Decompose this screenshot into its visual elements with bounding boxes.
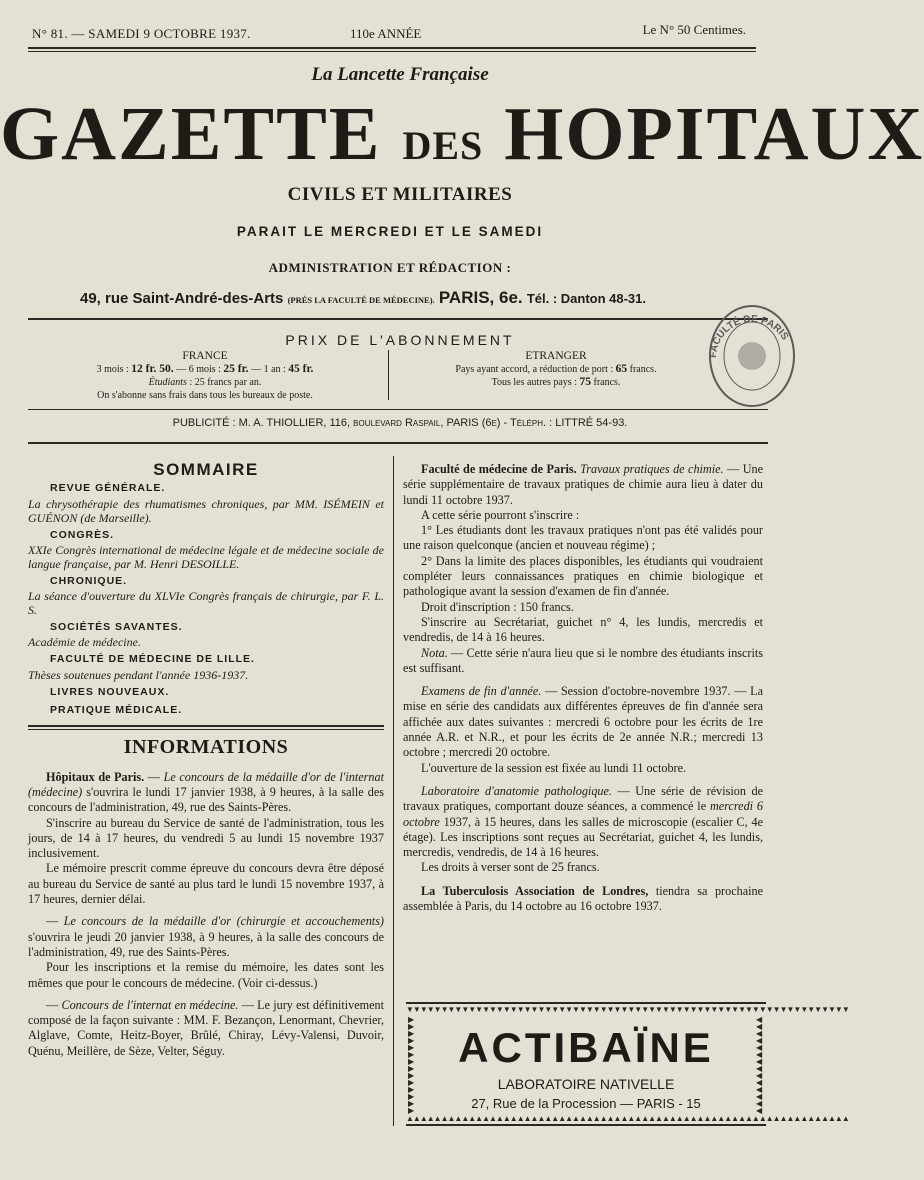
info-text: 1937, à 15 heures, dans les salles de microscopie (escalier C, 4e étage). Les inscriptions sont reçues au Secrétariat, guichet 4, les lundis, mercredis, vendredis, de 14 à 16 heures. (403, 814, 763, 860)
administration-heading: ADMINISTRATION ET RÉDACTION : (268, 260, 512, 275)
ad-border-ornament-left: ▶ ▶ ▶ ▶ ▶ ▶ ▶ ▶ ▶ ▶ ▶ ▶ ▶ ▶ (408, 1015, 414, 1115)
address-street: 49, rue Saint-André-des-Arts (80, 290, 284, 307)
top-rule-thin (28, 51, 756, 52)
france-rates (40, 363, 370, 376)
rate-6-mois: 25 fr. (223, 363, 249, 375)
info-paragraph: Pour les inscriptions et la remise du mémoire, les dates sont les mêmes que pour le concours de médecine. (Voir ci-dessus.) (28, 960, 384, 990)
advertisement-actibaine (406, 1002, 849, 1126)
volume-year: 110e ANNÉE (350, 26, 422, 41)
sommaire-lille-heading: FACULTÉ DE MÉDECINE DE LILLE. (50, 653, 255, 666)
info-lead: La Tuberculosis Association de Londres, (421, 883, 649, 898)
informations-title: INFORMATIONS (123, 736, 289, 759)
title-des: DES (402, 123, 484, 168)
issue-price: Le N° 50 Centimes. (642, 22, 746, 37)
rate-1-an: 45 fr. (288, 363, 314, 375)
info-text: s'ouvrira le jeudi 20 janvier 1938, à 9 heures, à la salle des concours de l'administration, 49, rue des Saints-Pères. (28, 929, 384, 959)
ad-laboratory: LABORATOIRE NATIVELLE (497, 1076, 675, 1092)
library-stamp (704, 298, 798, 418)
info-paragraph: Faculté de médecine de Paris. Travaux pratiques de chimie. — Une série supplémentaire de travaux pratiques de chimie aura lieu à dater du lundi 11 octobre 1937. (403, 462, 764, 507)
abonnement-france (40, 350, 370, 402)
info-italic: Travaux pratiques de chimie. (580, 462, 724, 476)
title-hopitaux: HOPITAUX (504, 92, 924, 176)
info-paragraph: Laboratoire d'anatomie pathologique. — Une série de révision de travaux pratiques, comportant douze séances, a commencé le mercredi 6 octobre 1937, à 15 heures, dans les salles de microscopie (escalier C, 4e étage). Les inscriptions sont reçues au Secrétariat, guichet 4, les lundis, mercredis, vendredis, de 14 à 16 heures. (403, 783, 764, 860)
info-text: Session d'octobre-novembre 1937. — La mise en série des candidats aux différentes épreuves de fin d'année sera affichée aux dates suivantes : mercredi 6 octobre pour les écrits de 1re année A.R. et N.R., et pour les écrits de 2e année N.R.; mercredi 13 octobre ; mercredi 20 octobre. (403, 684, 763, 760)
sommaire-chronique-item: La séance d'ouverture du XLVIe Congrès français de chirurgie, par F. L. S. (28, 589, 384, 618)
sommaire-revue-item: La chrysothérapie des rhumatismes chroniques, par MM. ISÉMEIN et GUÉNON (de Marseille). (28, 496, 384, 525)
masthead-top-line (32, 22, 752, 42)
sommaire-lille-item: Thèses soutenues pendant l'année 1936-1937. (28, 667, 249, 682)
abonnement-etranger (406, 350, 706, 389)
students-rate: : 25 francs par an. (189, 377, 262, 388)
info-paragraph: Nota. — Cette série n'aura lieu que si le nombre des étudiants inscrits est suffisant. (403, 645, 764, 675)
etranger-accord-label: Pays ayant accord, a réduction de port : (455, 364, 614, 375)
etranger-accord-unit: francs. (629, 364, 657, 375)
editorial-address (80, 288, 720, 308)
abonnement-bottom-rule (28, 409, 768, 410)
info-paragraph: Le mémoire prescrit comme épreuve du concours devra être déposé au bureau du Service de santé au plus tard le lundi 15 novembre 1937, à 17 heures, dernier délai. (28, 861, 384, 907)
ad-border-ornament-bottom: ▲▲▲▲▲▲▲▲▲▲▲▲▲▲▲▲▲▲▲▲▲▲▲▲▲▲▲▲▲▲▲▲▲▲▲▲▲▲▲▲▲▲▲▲▲▲▲▲▲▲▲▲▲▲▲▲▲▲▲▲▲▲▲▲ (406, 1114, 849, 1123)
issue-number-date: N° 81. — SAMEDI 9 OCTOBRE 1937. (32, 26, 251, 41)
info-paragraph: 2° Dans la limite des places disponibles, les étudiants qui voudraient compléter leurs connaissances pratiques en chimie biologique et pathologique avant la session d'examen de fin d'année. (403, 553, 763, 599)
ad-border-ornament-top: ▼▼▼▼▼▼▼▼▼▼▼▼▼▼▼▼▼▼▼▼▼▼▼▼▼▼▼▼▼▼▼▼▼▼▼▼▼▼▼▼▼▼▼▼▼▼▼▼▼▼▼▼▼▼▼▼▼▼▼▼▼▼▼▼ (406, 1005, 849, 1014)
sommaire-chronique-heading: CHRONIQUE. (50, 574, 128, 587)
info-paragraph (403, 884, 763, 915)
info-paragraph: 1° Les étudiants dont les travaux pratiques n'ont pas été validés pour une raison quelconque (ancien et nouveau régime) ; (403, 523, 763, 553)
sommaire-livres-heading: LIVRES NOUVEAUX. (50, 685, 170, 698)
sommaire-rule-thin (28, 729, 384, 730)
info-text: tiendra sa prochaine assemblée à Paris, du 14 octobre au 16 octobre 1937. (403, 883, 763, 914)
column-divider (393, 456, 394, 1126)
info-paragraph: A cette série pourront s'inscrire : (421, 507, 580, 522)
publication-schedule: PARAIT LE MERCREDI ET LE SAMEDI (236, 224, 544, 239)
title-gazette: GAZETTE (0, 92, 382, 176)
etranger-accord-price: 65 (615, 363, 628, 375)
sommaire-societes-heading: SOCIÉTÉS SAVANTES. (50, 621, 183, 634)
info-paragraph: S'inscrire au Secrétariat, guichet n° 4, les lundis, mercredis et vendredis, de 14 à 16 heures. (403, 614, 763, 645)
info-paragraph: L'ouverture de la session est fixée au lundi 11 octobre. (421, 760, 687, 775)
address-note: (PRÈS LA FACULTÉ DE MÉDECINE). (287, 295, 435, 305)
france-post-note: On s'abonne sans frais dans tous les bureaux de poste. (97, 390, 313, 401)
right-column (403, 462, 763, 914)
abonnement-divider (388, 350, 389, 400)
info-italic: Laboratoire d'anatomie pathologique. (421, 783, 612, 798)
info-paragraph: S'inscrire au bureau du Service de santé de l'administration, tous les jours, de 14 à 17 heures, du vendredi 5 au lundi 15 novembre 1937 inclusivement. (28, 815, 384, 861)
stamp-text: FACULTÉ DE PARIS (707, 313, 791, 359)
info-paragraph: Examens de fin d'année. — Session d'octobre-novembre 1937. — La mise en série des candidats aux différentes épreuves de fin d'année sera affichée aux dates suivantes : mercredi 6 octobre pour les écrits de 1re année A.R. et N.R., et pour les écrits de 2e année N.R.; mercredi 13 octobre ; mercredi 20 octobre. (403, 684, 763, 760)
students-label: Étudiants (148, 377, 187, 388)
info-italic: Concours de l'internat en médecine. (61, 997, 239, 1012)
rate-1-an-label: — 1 an : (251, 364, 286, 375)
info-lead: Faculté de médecine de Paris. (421, 462, 577, 476)
info-lead: Hôpitaux de Paris. (46, 769, 145, 784)
masthead-subtitle: La Lancette Française (311, 64, 489, 85)
ad-address: 27, Rue de la Procession — PARIS - 15 (471, 1096, 701, 1111)
info-italic: Le concours de la médaille d'or de l'internat (médecine) (28, 769, 385, 799)
info-paragraph: — Concours de l'internat en médecine. — Le jury est définitivement composé de la façon suivante : MM. F. Bezançon, Lenormant, Chevrier, Alglave, Comte, Heitz-Boyer, Brûlé, Chiray, Lévy-Valensi, Duvoir, Quénu, Meillère, de Sèze, Velter, Séguy. (28, 997, 384, 1058)
info-text: Le jury est définitivement composé de la façon suivante : MM. F. Bezançon, Lenormant, Chevrier, Alglave, Comte, Heitz-Boyer, Brûlé, Chiray, Lévy-Valensi, Duvoir, Quénu, Meillère, de Sèze, Velter, Séguy. (28, 997, 384, 1058)
info-italic: Examens de fin d'année. (421, 684, 542, 699)
info-text: Une série de révision de travaux pratiques, comportant douze séances, a commencé le (403, 783, 763, 814)
etranger-other-label: Tous les autres pays : (491, 377, 577, 388)
info-text: Une série supplémentaire de travaux pratiques de chimie aura lieu à dater du lundi 11 octobre 1937. (403, 462, 764, 507)
info-italic: Le concours de la médaille d'or (chirurgie et accouchements) (63, 914, 384, 929)
masthead-civils: CIVILS ET MILITAIRES (287, 184, 513, 205)
rate-3-mois-label: 3 mois : (96, 364, 129, 375)
masthead-title (0, 92, 924, 176)
france-heading: FRANCE (182, 350, 228, 362)
address-city: PARIS, 6e. (438, 288, 523, 307)
sommaire-societes-item: Académie de médecine. (28, 635, 141, 650)
left-column (28, 462, 384, 1059)
sommaire-congres-item: XXIe Congrès international de médecine légale et de médecine sociale de langue française, par M. Henri DESOILLE. (28, 542, 384, 571)
info-text: s'ouvrira le lundi 17 janvier 1938, à 9 heures, à la salle des concours de l'administration, 49, rue des Saints-Pères. (28, 784, 385, 815)
abonnement-title: PRIX DE L'ABONNEMENT (285, 332, 515, 348)
etranger-heading: ETRANGER (525, 350, 587, 362)
sommaire-revue-heading: REVUE GÉNÉRALE. (50, 482, 166, 495)
etranger-other-unit: francs. (593, 377, 621, 388)
info-italic: Nota. (421, 645, 448, 660)
info-paragraph: Hôpitaux de Paris. — Le concours de la médaille d'or de l'internat (médecine) s'ouvrira le lundi 17 janvier 1938, à 9 heures, à la salle des concours de l'administration, 49, rue des Saints-Pères. (28, 769, 385, 815)
publicite-line: PUBLICITÉ : M. A. THIOLLIER, 116, boulevard Raspail, PARIS (6e) - Téléph. : LITTRÉ 54-93. (172, 417, 628, 429)
top-rule (28, 47, 756, 49)
etranger-rate-other (406, 376, 706, 389)
address-phone: Tél. : Danton 48-31. (526, 291, 647, 306)
sommaire-rule (28, 725, 384, 727)
info-text: Cette série n'aura lieu que si le nombre des étudiants inscrits est suffisant. (403, 645, 764, 675)
ad-product-name: ACTIBAÏNE (458, 1024, 714, 1071)
etranger-other-price: 75 (579, 376, 591, 388)
info-paragraph: Les droits à verser sont de 25 francs. (421, 860, 600, 875)
info-paragraph: — Le concours de la médaille d'or (chirurgie et accouchements) s'ouvrira le jeudi 20 janvier 1938, à 9 heures, à la salle des concours de l'administration, 49, rue des Saints-Pères. (28, 914, 384, 959)
rate-3-mois: 12 fr. 50. (131, 363, 174, 375)
sommaire-title: SOMMAIRE (153, 460, 259, 479)
ad-border-ornament-right: ◀ ◀ ◀ ◀ ◀ ◀ ◀ ◀ ◀ ◀ ◀ ◀ ◀ ◀ (756, 1015, 762, 1115)
sommaire-pratique-heading: PRATIQUE MÉDICALE. (50, 704, 183, 717)
etranger-rate-accord (406, 363, 706, 376)
rate-6-mois-label: — 6 mois : (176, 364, 221, 375)
info-italic-date: mercredi 6 octobre (403, 799, 764, 829)
france-students (40, 376, 370, 389)
pub-bottom-rule (28, 442, 768, 444)
sommaire-congres-heading: CONGRÈS. (50, 528, 115, 541)
info-paragraph: Droit d'inscription : 150 francs. (421, 599, 574, 614)
abonnement-top-rule (28, 318, 768, 320)
